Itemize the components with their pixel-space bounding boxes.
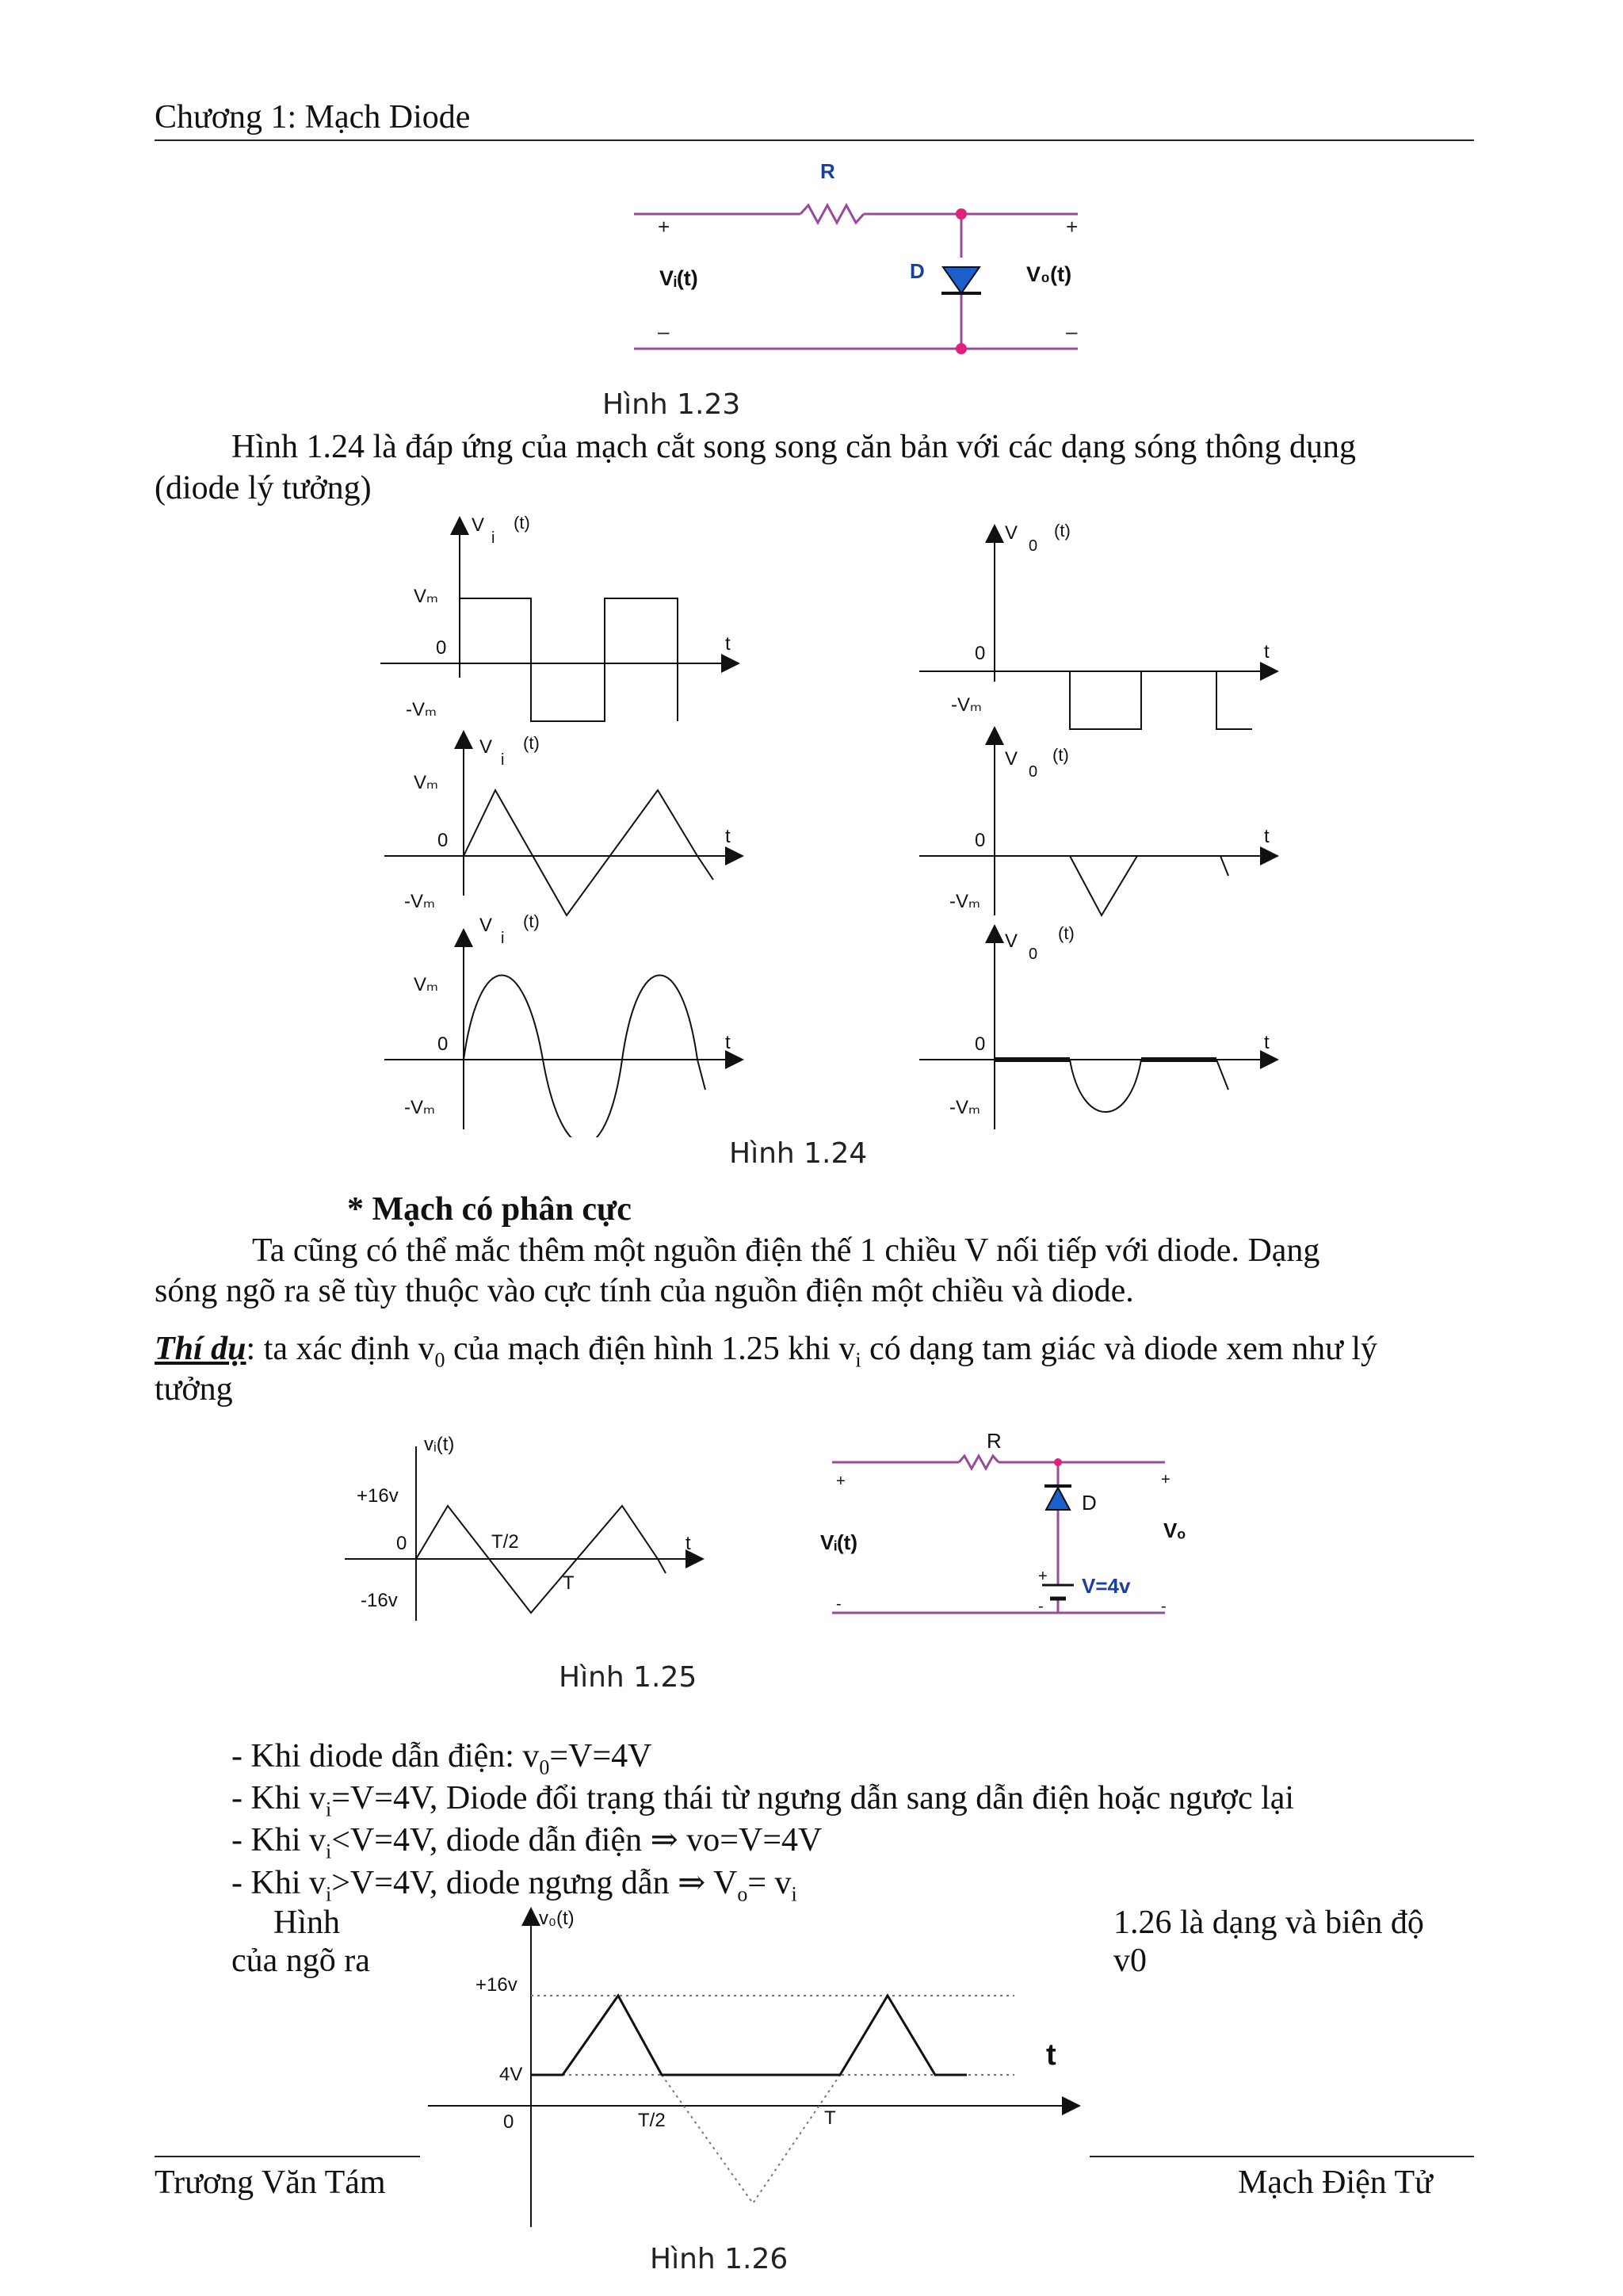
svg-text:V: V bbox=[472, 514, 485, 536]
svg-text:t: t bbox=[1264, 641, 1270, 663]
paragraph-1-line-2: (diode lý tưởng) bbox=[155, 470, 372, 506]
svg-text:0: 0 bbox=[503, 2111, 514, 2133]
example-label: Thí dụ bbox=[155, 1331, 246, 1367]
figure-1-24-caption: Hình 1.24 bbox=[729, 1137, 868, 1170]
svg-text:(t): (t) bbox=[1054, 521, 1071, 541]
diode-symbol bbox=[1046, 1488, 1070, 1510]
svg-text:0: 0 bbox=[437, 830, 449, 851]
svg-text:Vₘ: Vₘ bbox=[414, 772, 438, 793]
svg-text:-Vₘ: -Vₘ bbox=[951, 694, 982, 716]
svg-text:4V: 4V bbox=[499, 2064, 523, 2085]
svg-text:V: V bbox=[1005, 748, 1018, 770]
svg-text:0: 0 bbox=[1029, 537, 1038, 555]
input-sine-wave bbox=[384, 911, 741, 1137]
figure-1-26-output-waveform bbox=[420, 1902, 1109, 2235]
svg-text:-Vₘ: -Vₘ bbox=[404, 891, 435, 912]
resistor-label: R bbox=[820, 159, 835, 183]
svg-text:0: 0 bbox=[975, 643, 986, 664]
footer-rule-right bbox=[1090, 2156, 1474, 2157]
svg-text:+: + bbox=[1161, 1471, 1170, 1488]
paragraph-3-left-1: Hình bbox=[273, 1904, 340, 1941]
paragraph-3-left-2: của ngõ ra bbox=[231, 1943, 370, 1979]
svg-text:t: t bbox=[725, 826, 731, 847]
figure-1-24-waveforms bbox=[365, 503, 1300, 1137]
svg-text:T/2: T/2 bbox=[638, 2110, 666, 2131]
svg-text:–: – bbox=[1066, 319, 1078, 343]
svg-text:(t): (t) bbox=[1052, 745, 1069, 765]
figure-1-26-caption: Hình 1.26 bbox=[650, 2243, 789, 2275]
svg-text:t: t bbox=[1264, 826, 1270, 847]
svg-text:(t): (t) bbox=[514, 513, 530, 533]
svg-text:+16v: +16v bbox=[357, 1485, 399, 1507]
footer-rule-left bbox=[155, 2156, 420, 2157]
svg-text:i: i bbox=[501, 751, 505, 769]
svg-text:T/2: T/2 bbox=[491, 1531, 519, 1553]
svg-text:0: 0 bbox=[1029, 946, 1038, 963]
svg-text:Vₘ: Vₘ bbox=[414, 974, 438, 995]
svg-text:T: T bbox=[824, 2107, 836, 2129]
input-triangle-wave bbox=[384, 733, 741, 915]
svg-text:0: 0 bbox=[437, 1033, 449, 1055]
output-triangle-wave bbox=[919, 729, 1276, 915]
figure-1-23-circuit bbox=[618, 155, 1109, 369]
biased-clipper-circuit bbox=[820, 1429, 1186, 1615]
svg-text:-: - bbox=[836, 1595, 842, 1613]
svg-text:-: - bbox=[1161, 1598, 1167, 1615]
svg-text:–: – bbox=[658, 319, 670, 343]
input-square-wave bbox=[380, 513, 737, 721]
input-voltage-label: Vᵢ(t) bbox=[659, 266, 698, 290]
svg-text:t: t bbox=[1264, 1032, 1270, 1053]
figure-1-25-caption: Hình 1.25 bbox=[559, 1661, 697, 1694]
svg-text:-Vₘ: -Vₘ bbox=[406, 699, 437, 720]
footer-subject: Mạch Điện Tử bbox=[1238, 2164, 1433, 2201]
svg-text:t: t bbox=[725, 633, 731, 655]
svg-text:(t): (t) bbox=[1058, 923, 1075, 943]
svg-text:Vᵢ(t): Vᵢ(t) bbox=[820, 1530, 857, 1554]
figure-1-23-caption: Hình 1.23 bbox=[602, 388, 741, 421]
output-voltage-label: V₀(t) bbox=[1026, 262, 1072, 286]
svg-text:Vₒ: Vₒ bbox=[1163, 1519, 1186, 1542]
svg-text:V: V bbox=[1005, 522, 1018, 544]
bullet-1: - Khi diode dẫn điện: $v_0=V=4V$ bbox=[231, 1738, 652, 1779]
diode-symbol bbox=[943, 267, 980, 293]
svg-text:V: V bbox=[1005, 930, 1018, 952]
output-square-wave bbox=[919, 521, 1276, 729]
svg-text:+: + bbox=[1066, 215, 1079, 239]
paragraph-2-line-1: Ta cũng có thể mắc thêm một nguồn điện thế 1 chiều V nối tiếp với diode. Dạng bbox=[252, 1232, 1320, 1269]
svg-text:0: 0 bbox=[1029, 763, 1038, 781]
output-sine-wave bbox=[919, 923, 1276, 1129]
svg-text:+: + bbox=[1038, 1568, 1048, 1585]
diode-label: D bbox=[910, 259, 925, 283]
svg-text:(t): (t) bbox=[523, 911, 540, 931]
svg-text:-: - bbox=[1038, 1598, 1044, 1615]
svg-text:+: + bbox=[836, 1473, 846, 1490]
svg-text:D: D bbox=[1082, 1491, 1097, 1515]
section-title: * Mạch có phân cực bbox=[347, 1191, 632, 1228]
footer-author: Trương Văn Tám bbox=[155, 2164, 386, 2201]
triangle-input-graph bbox=[345, 1434, 701, 1621]
bullet-2: - Khi $v_i=V=4V$, Diode đổi trạng thái từ ngưng dẫn sang dẫn điện hoặc ngược lại bbox=[231, 1780, 1295, 1821]
figure-1-25 bbox=[333, 1423, 1189, 1645]
svg-text:t: t bbox=[1046, 2038, 1056, 2072]
svg-text:t: t bbox=[725, 1032, 731, 1053]
svg-text:R: R bbox=[987, 1429, 1002, 1453]
svg-text:0: 0 bbox=[396, 1533, 407, 1554]
svg-text:0: 0 bbox=[975, 830, 986, 851]
example-line-2: tưởng bbox=[155, 1371, 233, 1408]
svg-text:-Vₘ: -Vₘ bbox=[949, 891, 980, 912]
svg-text:0: 0 bbox=[436, 637, 447, 659]
svg-text:+: + bbox=[658, 215, 670, 239]
svg-text:t: t bbox=[685, 1533, 691, 1554]
bullet-3: - Khi $v_i<V=4V$, diode dẫn điện ⇒ vo=V=4V bbox=[231, 1822, 823, 1863]
svg-text:V: V bbox=[479, 915, 493, 936]
svg-text:-Vₘ: -Vₘ bbox=[404, 1097, 435, 1118]
paragraph-1-line-1: Hình 1.24 là đáp ứng của mạch cắt song song căn bản với các dạng sóng thông dụng bbox=[231, 429, 1356, 465]
svg-text:v₀(t): v₀(t) bbox=[539, 1908, 575, 1929]
svg-text:i: i bbox=[491, 529, 495, 547]
svg-text:-Vₘ: -Vₘ bbox=[949, 1097, 980, 1118]
svg-text:i: i bbox=[501, 930, 505, 947]
bullet-4: - Khi $v_i>V=4V$, diode ngưng dẫn ⇒ $V_o= v_i$ bbox=[231, 1865, 797, 1906]
svg-text:Vₘ: Vₘ bbox=[414, 586, 438, 607]
paragraph-2-line-2: sóng ngõ ra sẽ tùy thuộc vào cực tính của nguồn điện một chiều và diode. bbox=[155, 1273, 1134, 1309]
svg-text:T: T bbox=[563, 1572, 575, 1594]
page-header: Chương 1: Mạch Diode bbox=[155, 99, 471, 136]
svg-text:V: V bbox=[479, 736, 493, 758]
paragraph-3-right-1: 1.26 là dạng và biên độ bbox=[1113, 1904, 1424, 1941]
svg-text:(t): (t) bbox=[523, 733, 540, 753]
paragraph-3-right-2: v0 bbox=[1113, 1943, 1147, 1979]
svg-text:-16v: -16v bbox=[361, 1590, 398, 1611]
svg-text:vᵢ(t): vᵢ(t) bbox=[424, 1434, 455, 1455]
output-waveform-line bbox=[531, 1996, 967, 2075]
svg-text:0: 0 bbox=[975, 1033, 986, 1055]
svg-text:+16v: +16v bbox=[475, 1974, 517, 1996]
source-voltage-label: V=4v bbox=[1082, 1574, 1131, 1598]
example-line-1: Thí dụ: ta xác định $v_0$ của mạch điện hình 1.25 khi $v_i$ có dạng tam giác và diode xem như lý bbox=[155, 1331, 1378, 1372]
header-rule bbox=[155, 139, 1474, 141]
